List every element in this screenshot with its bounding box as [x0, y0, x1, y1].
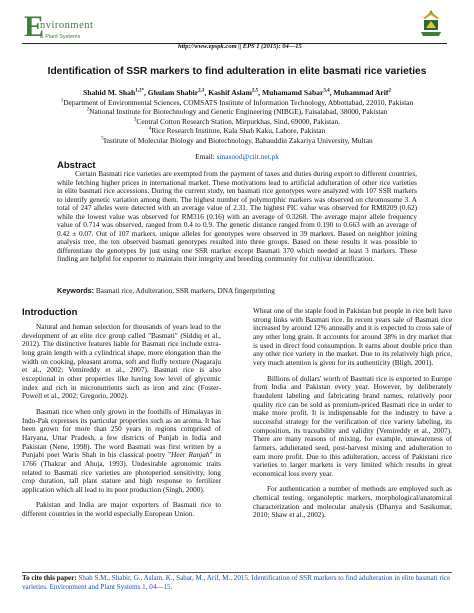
affiliation-mark: 5	[101, 136, 104, 142]
introduction-heading: Introduction	[22, 307, 78, 318]
affiliation	[22, 117, 452, 126]
paragraph-text: For authentication a number of methods are employed such as chemical testing, organoleptic markers, morphological/anatomical characterization and molecular analysis (Dhanya and Sasikumar, 2010; Shaw et al., 2002).	[253, 485, 452, 520]
keywords-text: Basmati rice, Adulteration, SSR markers, DNA fingerprinting	[94, 287, 275, 295]
paragraph-text: " in 1766 (Thakrar and Ahuja, 1993). Undesirable agronomic traits related to Basmati rice varieties are photoperiod sensitivity, long crop duration, tall plant stature and high response to fertilizer application which all lead to its poor production (Singh, 2000).	[22, 451, 221, 494]
logo-initial: E	[24, 10, 45, 43]
intro-paragraph	[253, 485, 452, 520]
abstract-heading: Abstract	[57, 160, 96, 171]
intro-right-column	[253, 307, 452, 527]
paragraph-text: Basmati rice when only grown in the foothills of Himalayas in Indo-Pak expresses its particular properties such as an aroma. It has been grown for more than 250 years in regions comprised of Haryana, Uttar Pradesh, a few districts of Punjab in India and Pakistan (Nene, 1998). The word Basmati was first written by a Punjabi poet Waris Shah in his classical poetry "	[22, 407, 221, 460]
paragraph-text: Billions of dollars' worth of Basmati rice is exported to Europe from India and Pakistan every year. However, by deliberately fraudulent labeling and fabricating brand names, relatively poor quality rice can be sold as premium-priced Basmati rice in order to make more profit. It is indispensable for the industry to have a successful strategy for the verification of rice variety labeling, its composition, its traceability and validity (Vemireddy et al., 2007). There are many reasons of mixing, for example, unawareness of farmers, adulterated seed, post-harvest mixing and adulteration to earn more profit. Due to this adulteration, access of Pakistani rice varieties to larger markets is very limited which results in great economical loss every year.	[253, 374, 452, 478]
intro-paragraph	[253, 307, 452, 368]
affiliation-mark: 2	[86, 107, 90, 113]
keywords-label: Keywords:	[57, 286, 95, 295]
abstract-body: Certain Basmati rice varieties are exempted from the payment of taxes and duties during export to different countries, while fetching higher prices in international market. These motivations lead to artificial adulteration of other rice varieties in elite basmati rice accessions. During the current study, ten basmati rice genotypes were analyzed with 107 SSR markers to identify genetic variation among them. The highest number of polymorphic markers was observed on chromosome 3. A total of 247 alleles were detected with an average value of 2.31. The highest PIC value was observed for RM8209 (0.62) while the lowest value was observed for RM316 (0.16) with an average of 0.3268. The average major allele frequency value of 0.714 was observed, ranged from 0.4 to 0.9. The genetic distance ranged from 0.190 to 0.663 with an average of 0.42 ± 0.07. Out of 107 markers, unique alleles for genotypes were observed in 39 markers. Based on neighbor joining analysis tree, the ten observed basmati genotypes resulted into three groups. Based on these results it was possible to differentiate the genotypes by just using one SSR marker except Basmati 370 which needed at least 3 markers. These finding are helpful for exporter to maintain their integrity and breeding community for cultivar identification.	[57, 170, 417, 264]
intro-left-column	[22, 323, 221, 526]
paragraph-text: Wheat one of the staple food in Pakistan but people in rice belt have strong links with Basmati rice. In recent years sale of Basmati rice increased by around 12% annually and it is expected to cross sale of any other long grain. It accounts for around 38% in dry market that is used in direct food consumption. It earns about double price than any other rice variety in the market. Due to its relatively high price, very much attention is given for its authenticity (Bligh, 2001).	[253, 307, 452, 367]
affiliation	[22, 126, 452, 135]
journal-info: http://www.epspk.com || EPS 1 (2015): 04—15	[178, 43, 302, 50]
author-affiliation-mark: 3,4	[323, 88, 330, 94]
italic-text: Heer Ranjah	[171, 451, 210, 460]
affiliation-text: Department of Environmental Sciences, COMSATS Institute of Information Technology, Abbottabad, 22010, Pakistan	[63, 98, 414, 107]
author-list: Shahid M. Shah$^{1,2*}$, Ghulam Shabir$^{2,3}$, Kashif Aslam$^{2,5}$, Muhamamd Sabar$^{3,4}$, Muhammad Arif$^2$	[83, 88, 391, 97]
affiliation	[22, 98, 452, 107]
intro-paragraph	[22, 323, 221, 401]
affiliation-text: National Institute for Biotechnology and Genetic Engineering (NIBGE), Faisalabad, 38000, Pakistan	[89, 107, 388, 117]
author-affiliation-mark: 2,3	[198, 88, 205, 94]
author-affiliation-mark: 1,2*	[135, 88, 144, 94]
author-name: Ghulam Shabir	[147, 88, 199, 97]
affiliation-text: Institute of Molecular Biology and Biotechnology, Bahauddin Zakariya University, Multan	[103, 135, 373, 145]
paragraph-text: Pakistan and India are major exporters of Basmati rice to different countries in the world especially European Union.	[22, 501, 221, 519]
keywords-line	[57, 286, 417, 295]
affiliation-text: Rice Research Institute, Kala Shah Kaku, Lahore, Pakistan	[151, 126, 326, 136]
journal-logo	[24, 10, 94, 44]
author-name: Shahid M. Shah	[83, 88, 136, 97]
author-name: Kashif Aslam	[208, 88, 252, 97]
author-affiliation-mark: 2	[388, 88, 391, 94]
citation-text[interactable]: Shah S.M., Shabir, G., Aslam, K., Sabar, M., Arif, M., 2015. Identification of SSR markers to find adulteration in elite basmati rice varieties. Environment and Plant Systems 1, 04—15.	[22, 574, 451, 591]
emblem-icon	[418, 8, 444, 38]
affiliation-mark: 1	[60, 98, 64, 104]
email-label: Email:	[195, 152, 217, 161]
affiliation	[22, 107, 452, 116]
affiliation	[22, 136, 452, 145]
logo-word-plant-systems: & Plant Systems	[40, 34, 81, 40]
paper-title: Identification of SSR markers to find adulteration in elite basmati rice varieties	[47, 66, 427, 77]
email-link[interactable]: smasood@ciit.net.pk	[216, 152, 279, 161]
citation-block	[22, 574, 452, 591]
author-name: Muhammad Arif	[333, 88, 389, 97]
author-affiliation-mark: 2,5	[251, 88, 259, 94]
intro-paragraph	[22, 501, 221, 518]
affiliation-mark: 4	[148, 126, 152, 132]
intro-paragraph	[22, 408, 221, 495]
author-name: Muhamamd Sabar	[261, 88, 324, 97]
intro-paragraph	[253, 375, 452, 479]
citation-label: To cite this paper:	[22, 574, 77, 582]
affiliation-text: Central Cotton Research Station, Mirpurkhas, Sind, 69000, Pakistan.	[136, 116, 341, 126]
affiliation-mark: 3	[133, 117, 137, 123]
logo-word-environment: nvironment	[40, 20, 94, 31]
citation-rule	[22, 572, 452, 573]
paragraph-text: Natural and human selection for thousands of years lead to the development of an elite rice group called "Basmati" (Siddiq et al., 2012). The distinctive features liable for Basmati rice include extra-long grain length with a cylindrical shape, more elongation than the width on cooking, pleasant aroma, soft and fluffy texture (Nagaraju et al., 2002; Vemireddy et al., 2007). Basmati rice is also exceptional in other properties like having low level of glycemic index and rich in micronutrients such as iron and zinc (Foster-Powell et al., 2002; Gregorio, 2002).	[22, 323, 221, 401]
